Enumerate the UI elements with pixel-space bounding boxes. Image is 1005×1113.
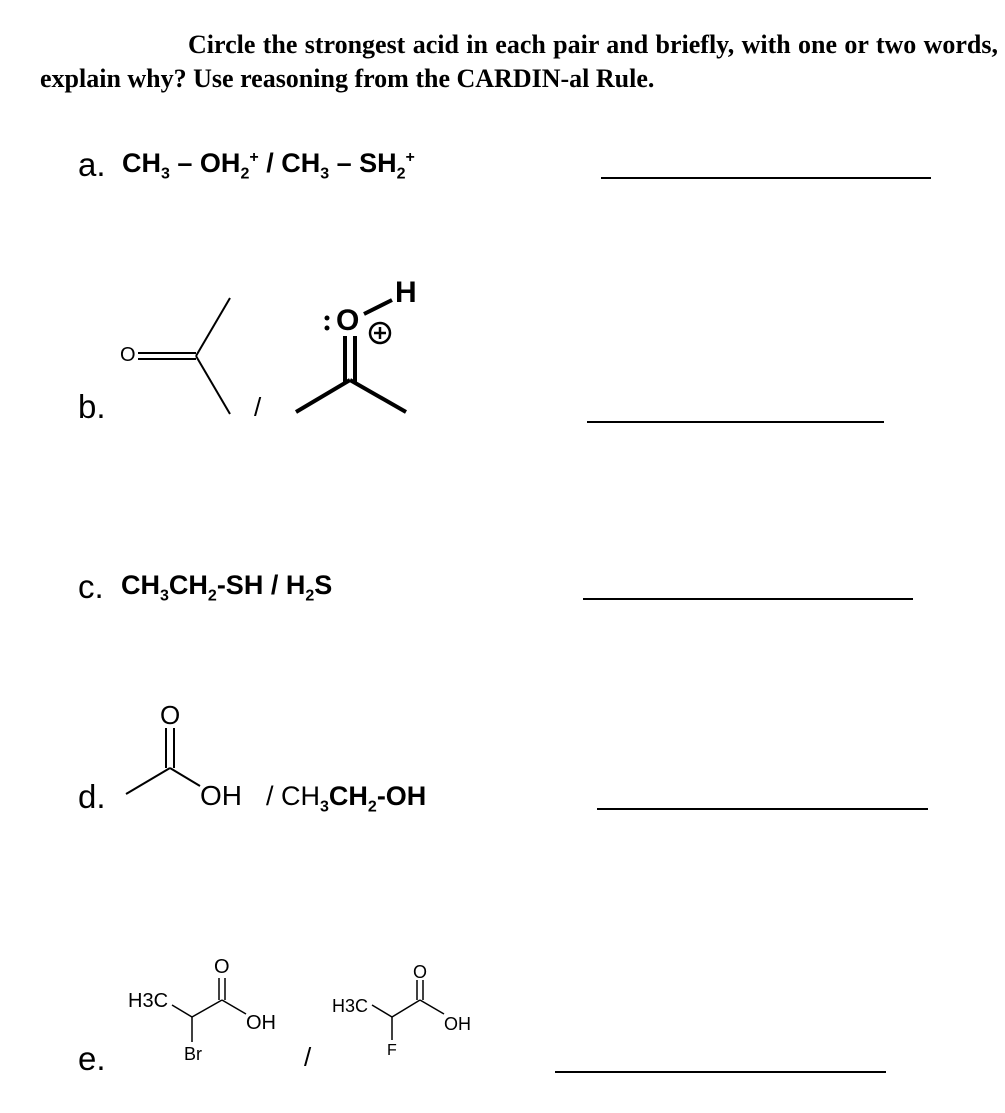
question-a-formula: $CH_3 - OH_2^+ / CH_3 - SH_2^+$ — [122, 148, 415, 183]
question-c-formula: $CH_3CH_2-SH / H_2S$ — [121, 570, 333, 605]
question-a-letter: a. — [78, 146, 106, 183]
answer-line-e[interactable] — [555, 1071, 886, 1073]
fluoro-acid-oxygen: O — [413, 962, 428, 982]
fluoro-acid-oh: OH — [444, 1014, 471, 1034]
bromo-acid-ch3: H3C — [128, 990, 169, 1012]
question-d-letter: d. — [78, 778, 106, 815]
separator-b: / — [254, 392, 262, 422]
protonated-oxygen: O — [336, 304, 360, 337]
acetic-acid-oxygen: O — [160, 700, 181, 730]
question-d-formula: / $CH_3CH_2-OH$ — [266, 781, 427, 816]
acetic-acid-oh: OH — [200, 780, 242, 811]
bromo-acid-br: Br — [184, 1044, 202, 1064]
instructions: Circle the strongest acid in each pair and briefly, with one or two words, explain why? Use reasoning from the CARDIN-al Rule. — [40, 30, 998, 93]
acetone-oxygen: O — [120, 344, 136, 366]
fluoro-acid-ch3: H3C — [332, 996, 369, 1016]
bromo-acid-oxygen: O — [214, 956, 230, 978]
question-e-letter: e. — [78, 1040, 106, 1077]
question-c-letter: c. — [78, 568, 104, 605]
separator-e: / — [304, 1042, 312, 1072]
question-b-letter: b. — [78, 388, 106, 425]
bromo-acid-oh: OH — [246, 1012, 276, 1034]
fluoro-acid-f: F — [387, 1042, 397, 1059]
protonated-hydrogen: H — [395, 276, 417, 309]
